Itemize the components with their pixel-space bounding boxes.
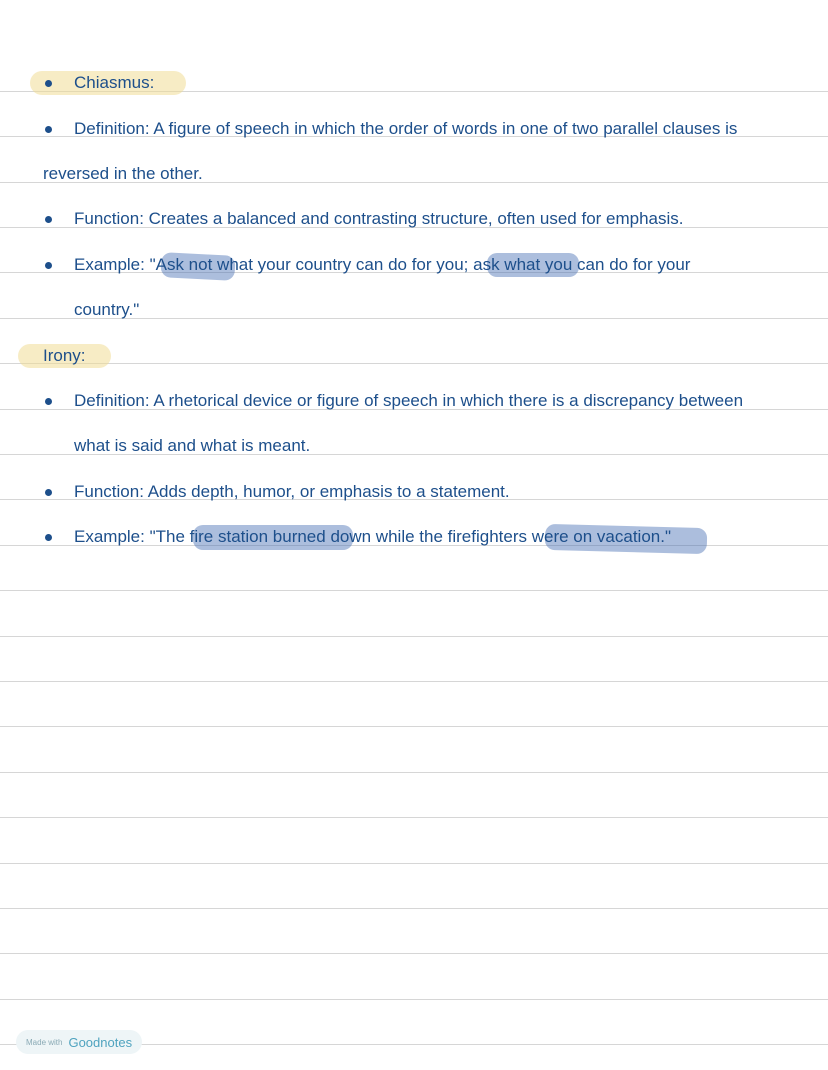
- bullet-icon: [45, 398, 52, 405]
- ruled-line: [0, 636, 828, 637]
- bullet-icon: [45, 489, 52, 496]
- ruled-line: [0, 681, 828, 682]
- ruled-line: [0, 999, 828, 1000]
- irony-definition: Definition: A rhetorical device or figure of speech in which there is a discrepancy between: [74, 391, 744, 410]
- irony-example: Example: "The fire station burned down while the firefighters were on vacation.": [74, 527, 671, 546]
- watermark-prefix: Made with: [26, 1037, 63, 1047]
- ruled-line: [0, 908, 828, 909]
- ruled-line: [0, 772, 828, 773]
- chiasmus-heading: Chiasmus:: [74, 73, 155, 92]
- ruled-line: [0, 817, 828, 818]
- bullet-icon: [45, 126, 52, 133]
- bullet-icon: [45, 534, 52, 541]
- ruled-line: [0, 590, 828, 591]
- ruled-line: [0, 726, 828, 727]
- goodnotes-watermark: [16, 1030, 142, 1054]
- irony-function: Function: Adds depth, humor, or emphasis to a statement.: [74, 482, 510, 501]
- chiasmus-function: Function: Creates a balanced and contrasting structure, often used for emphasis.: [74, 209, 684, 228]
- ruled-line: [0, 363, 828, 364]
- chiasmus-example: Example: "Ask not what your country can do for you; ask what you can do for your: [74, 255, 691, 274]
- chiasmus-definition-cont: reversed in the other.: [43, 164, 203, 183]
- watermark-brand: Goodnotes: [68, 1034, 133, 1050]
- ruled-line: [0, 953, 828, 954]
- irony-heading: Irony:: [43, 346, 86, 365]
- irony-definition-cont: what is said and what is meant.: [74, 436, 311, 455]
- ruled-line: [0, 863, 828, 864]
- chiasmus-example-cont: country.": [74, 300, 140, 319]
- bullet-icon: [45, 80, 52, 87]
- chiasmus-definition: Definition: A figure of speech in which the order of words in one of two parallel clauses is: [74, 119, 738, 138]
- bullet-icon: [45, 262, 52, 269]
- bullet-icon: [45, 216, 52, 223]
